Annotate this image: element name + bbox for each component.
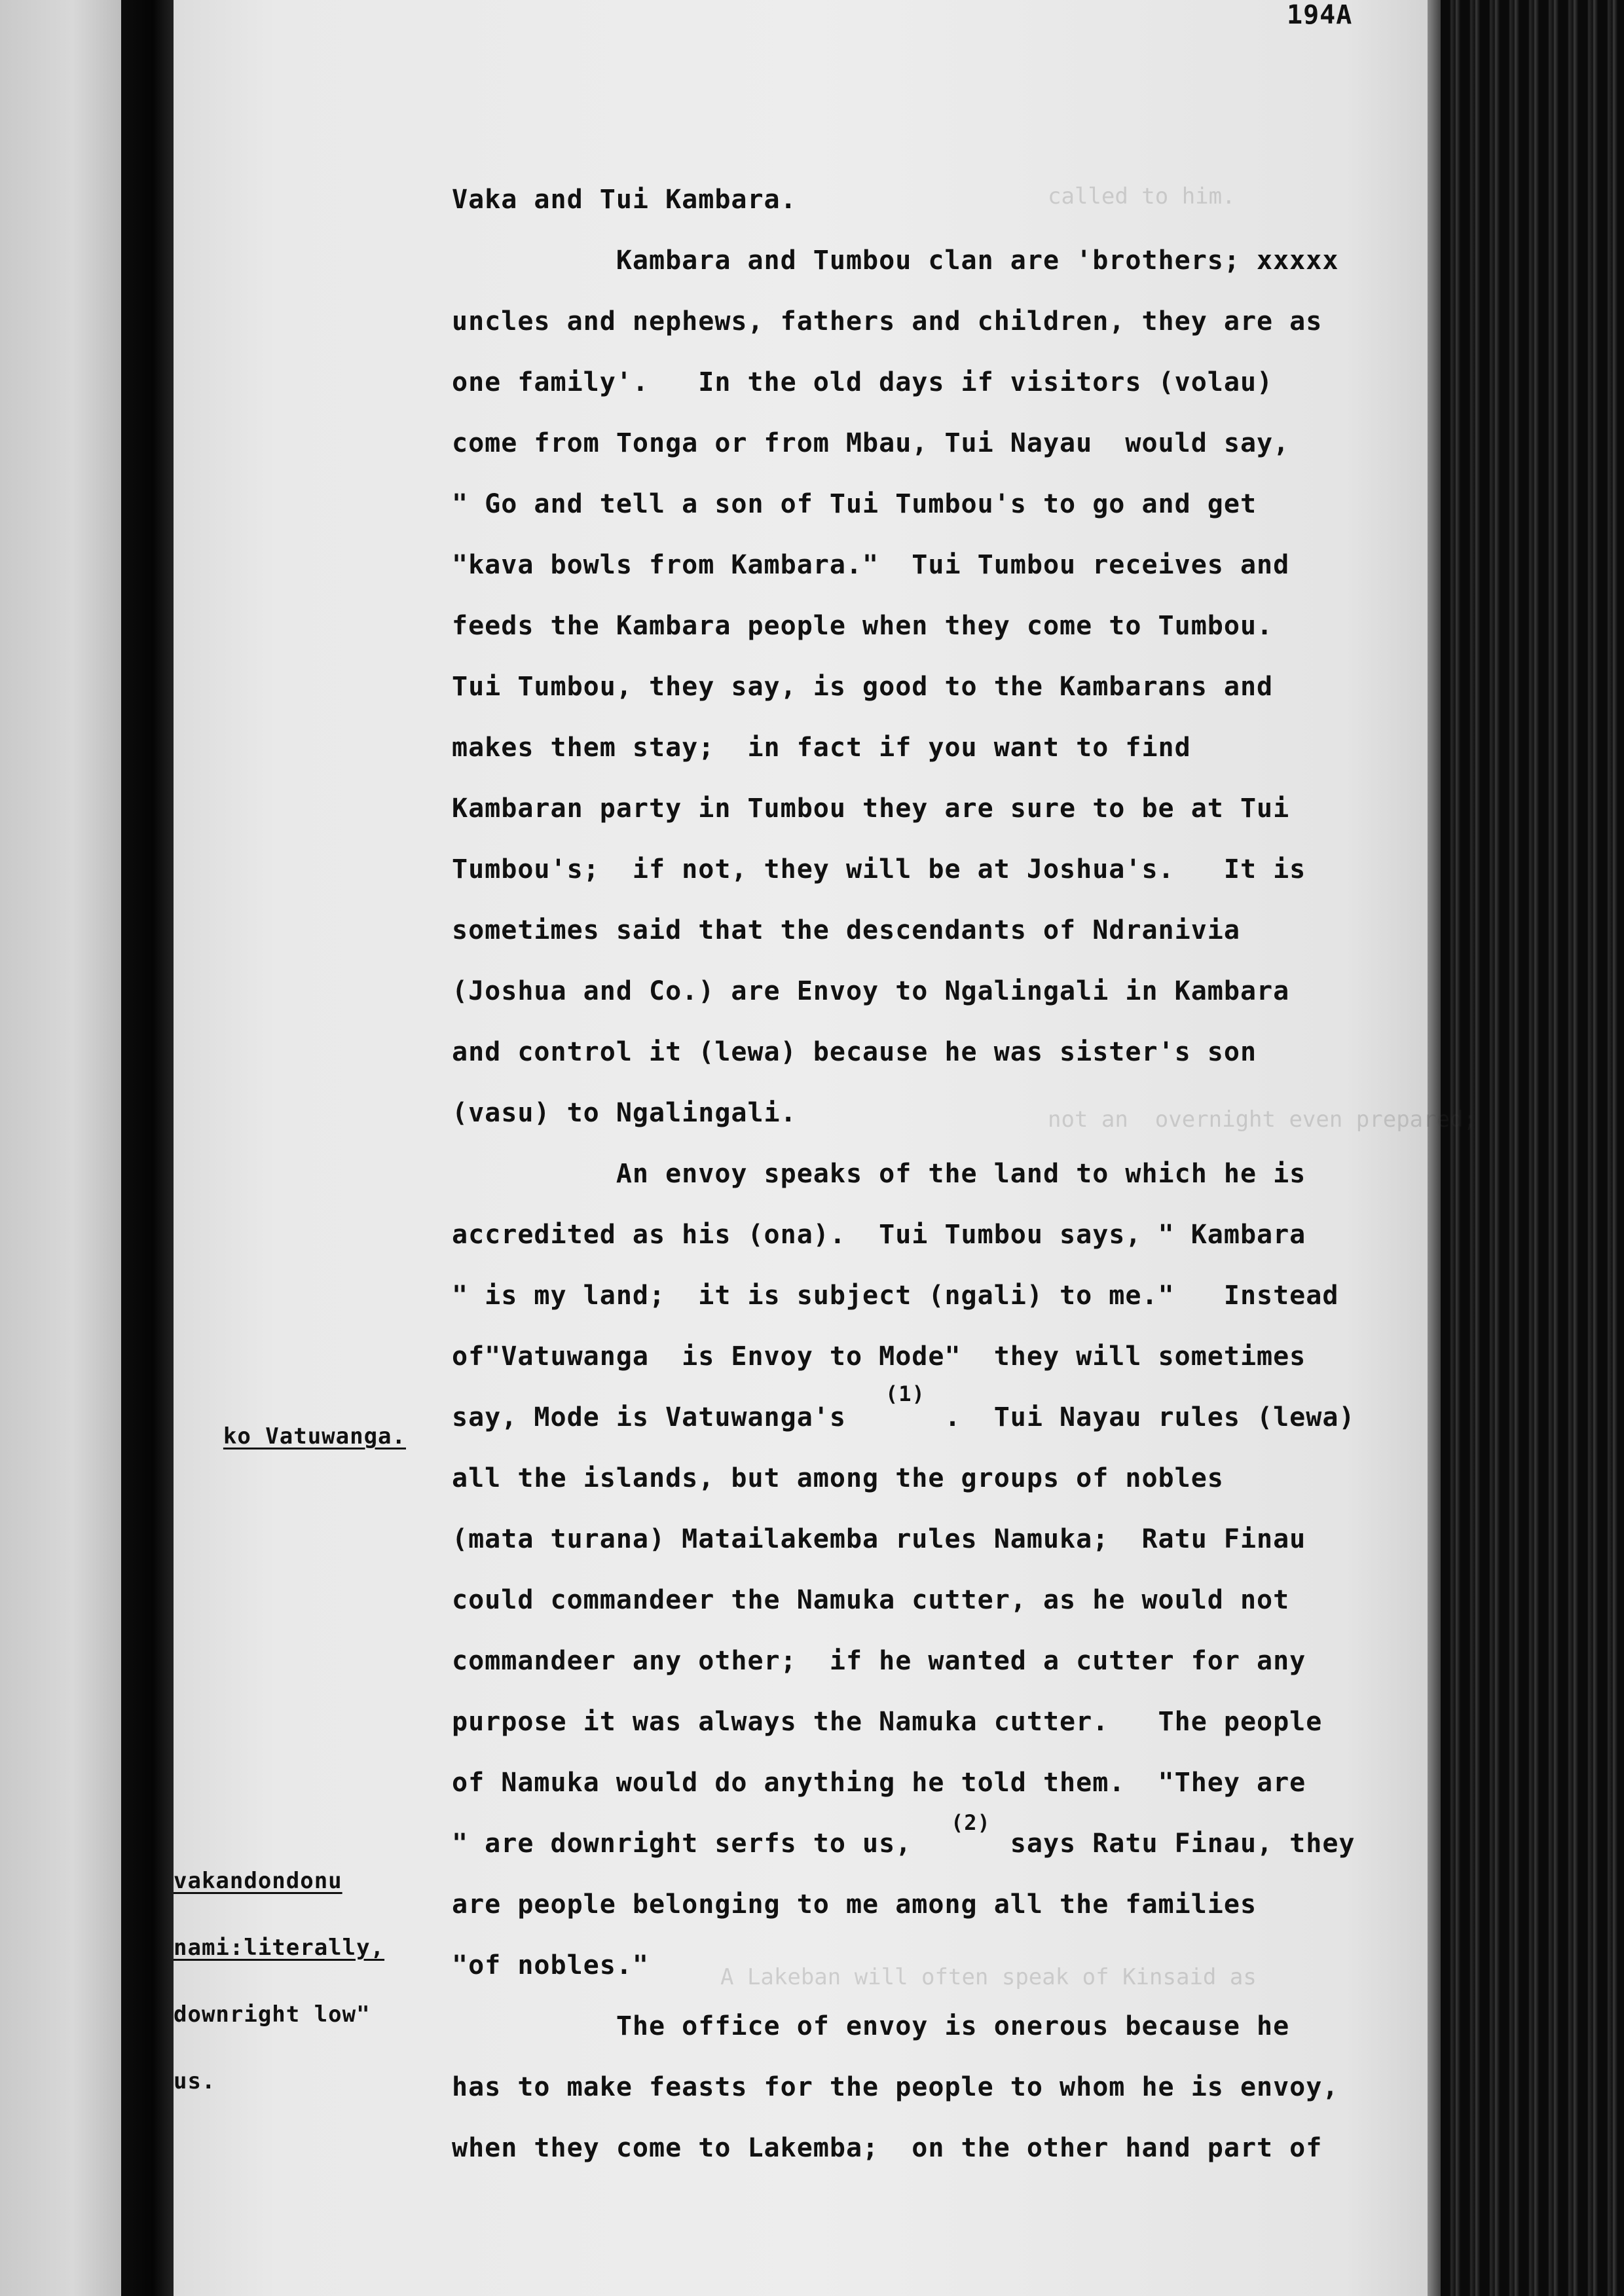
text-line: uncles and nephews, fathers and children, they are as	[452, 306, 1323, 337]
footnote-ref-2: (2)	[951, 1810, 991, 1835]
text-line: Kambara and Tumbou clan are 'brothers; xxxxx	[452, 246, 1339, 276]
text-line: (vasu) to Ngalingali.	[452, 1098, 797, 1128]
footnote-ref-1: (1)	[885, 1381, 925, 1406]
margin-note-line: us.	[174, 2068, 216, 2094]
margin-note-line: nami:literally,	[174, 1935, 385, 1961]
text-line: Kambaran party in Tumbou they are sure to be at Tui	[452, 793, 1290, 824]
text-line: " Go and tell a son of Tui Tumbou's to go and get	[452, 489, 1257, 519]
text-line: could commandeer the Namuka cutter, as he would not	[452, 1585, 1290, 1615]
text-line: " are downright serfs to us, says Ratu Finau, they	[452, 1829, 1356, 1859]
text-line: say, Mode is Vatuwanga's . Tui Nayau rules (lewa)	[452, 1402, 1356, 1432]
text-line: has to make feasts for the people to whom he is envoy,	[452, 2072, 1339, 2102]
text-line: (mata turana) Matailakemba rules Namuka; Ratu Finau	[452, 1524, 1306, 1554]
text-line: are people belonging to me among all the families	[452, 1889, 1257, 1920]
text-line: An envoy speaks of the land to which he is	[452, 1159, 1306, 1189]
text-line: sometimes said that the descendants of Ndranivia	[452, 915, 1240, 945]
text-line: of Namuka would do anything he told them. "They are	[452, 1768, 1306, 1798]
text-line: "of nobles."	[452, 1950, 649, 1980]
margin-note-text: ko Vatuwanga.	[223, 1423, 406, 1449]
left-facing-page-edge	[0, 0, 121, 2296]
page-number: 194A	[1287, 0, 1353, 30]
text-line: when they come to Lakemba; on the other hand part of	[452, 2133, 1323, 2163]
text-line: Vaka and Tui Kambara.	[452, 185, 797, 215]
scanned-page: called to him. not an overnight even prepared; A Lakeban will often speak of Kinsaid as 194A Vaka and Tui Kambara. Kambara and Tumbou clan are 'brothers; xxxxx uncles and nephews, fathers and children, they are as one family'. In the old days if visitors (volau) come from Tonga or from Mbau, Tui Nayau would say, " Go and tell a son of Tui Tumbou's to go and get "kava bowls from Kambara." Tui Tumbou receives and feeds the Kambara people when they come to Tumbou. Tui Tumbou, they say, is good to the Kambarans and makes them stay; in fact if you want to find Kambaran party in Tumbou they are sure to be at Tui Tumbou's; if not, they will be at Joshua's. It is sometimes said that the descendants of Ndranivia (Joshua and Co.) are Envoy to Ngalingali in Kambara and control it (lewa) because he was sister's son (vasu) to Ngalingali. An envoy speaks of the land to which he is accredited as his (ona). Tui Tumbou says, " Kambara " is my land; it is subject (ngali) to me." Instead of"Vatuwanga is Envoy to Mode" they will sometimes say, Mode is Vatuwanga's . Tui Nayau rules (lewa) all the islands, but among the groups of nobles (mata turana) Matailakemba rules Namuka; Ratu Finau could commandeer the Namuka cutter, as he would not commandeer any other; if he wanted a cutter for any purpose it was always the Namuka cutter. The people of Namuka would do anything he told them. "They are " are downright serfs to us, says Ratu Finau, they are people belonging to me among all the families "of nobles." The office of envoy is onerous because he has to make feasts for the people to whom he is envoy, when they come to Lakemba; on the other hand part of (1) (2) ko Vatuwanga. vakandondonu nami:literally, downright low" us.	[0, 0, 1624, 2296]
text-line: Tui Tumbou, they say, is good to the Kambarans and	[452, 672, 1274, 702]
text-line: purpose it was always the Namuka cutter. The people	[452, 1707, 1323, 1737]
text-line: and control it (lewa) because he was sister's son	[452, 1037, 1257, 1067]
text-line: of"Vatuwanga is Envoy to Mode" they will sometimes	[452, 1341, 1306, 1372]
text-line: accredited as his (ona). Tui Tumbou says, " Kambara	[452, 1220, 1306, 1250]
text-line: The office of envoy is onerous because he	[452, 2011, 1290, 2041]
text-line: one family'. In the old days if visitors (volau)	[452, 367, 1274, 397]
right-binding-gutter	[1441, 0, 1624, 2296]
margin-note-vakandondonu	[174, 1825, 384, 2137]
text-line: all the islands, but among the groups of nobles	[452, 1463, 1224, 1493]
margin-note-line: vakandondonu	[174, 1868, 342, 1894]
text-line: come from Tonga or from Mbau, Tui Nayau would say,	[452, 428, 1290, 458]
margin-note-line: downright low"	[174, 2001, 371, 2028]
text-line: makes them stay; in fact if you want to find	[452, 733, 1191, 763]
text-line: "kava bowls from Kambara." Tui Tumbou receives and	[452, 550, 1290, 580]
margin-note-vatuwanga	[167, 1403, 406, 1470]
binding-shadow	[121, 0, 174, 2296]
text-line: (Joshua and Co.) are Envoy to Ngalingali in Kambara	[452, 976, 1290, 1006]
text-line: feeds the Kambara people when they come to Tumbou.	[452, 611, 1274, 641]
text-line: " is my land; it is subject (ngali) to me." Instead	[452, 1281, 1339, 1311]
text-line: commandeer any other; if he wanted a cutter for any	[452, 1646, 1306, 1676]
text-line: Tumbou's; if not, they will be at Joshua's. It is	[452, 854, 1306, 884]
